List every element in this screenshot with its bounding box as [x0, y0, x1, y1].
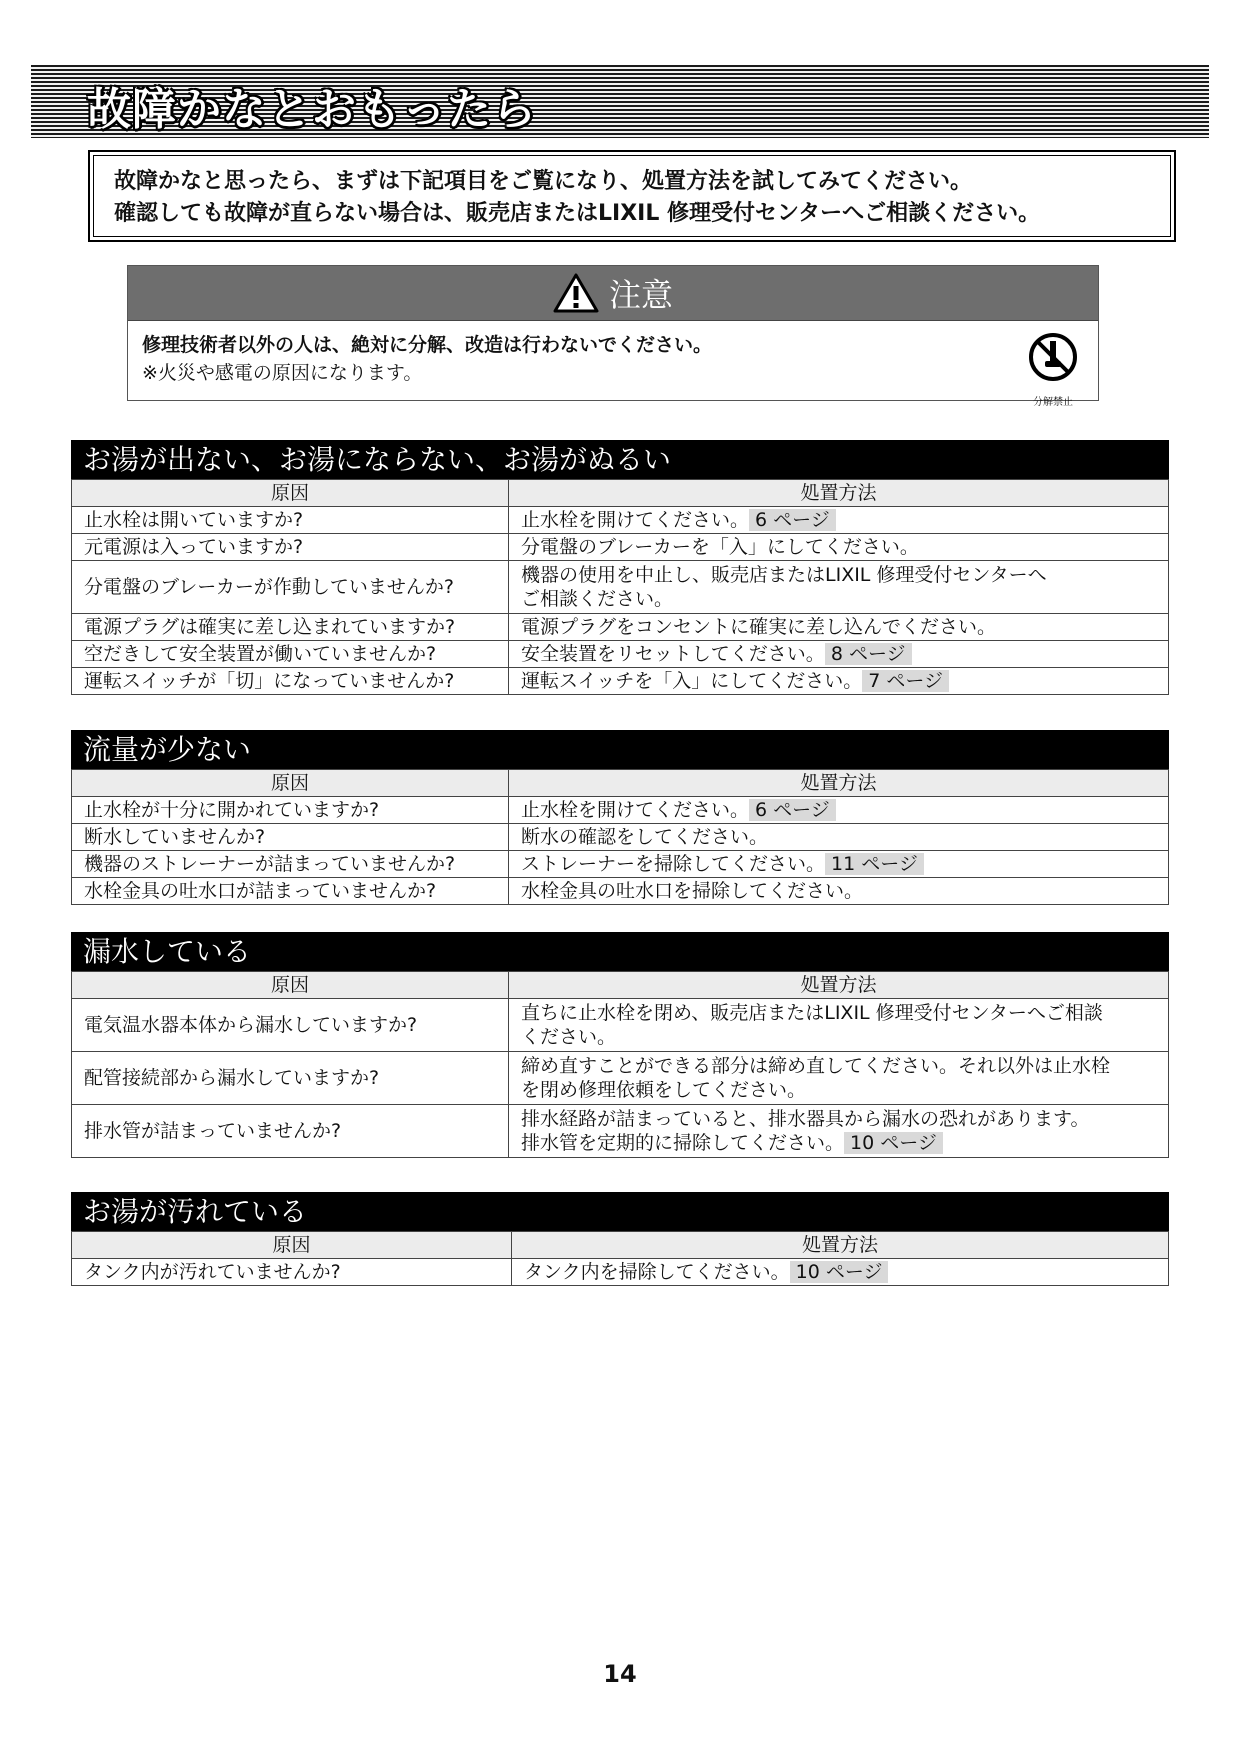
table-row [72, 1052, 1169, 1105]
cause-cell: 電気温水器本体から漏水していますか? [72, 999, 509, 1052]
col-remedy-header: 処置方法 [509, 770, 1169, 797]
troubleshoot-table [71, 971, 1169, 1158]
remedy-text-line2 [521, 1131, 1156, 1155]
cause-cell: 元電源は入っていますか? [72, 534, 509, 561]
table-row [72, 614, 1169, 641]
col-remedy-header: 処置方法 [512, 1232, 1169, 1259]
remedy-cell [509, 1052, 1169, 1105]
remedy-text: 機器の使用を中止し、販売店またはLIXIL 修理受付センターへ [521, 564, 1047, 586]
page-ref: 10 ページ [790, 1261, 889, 1283]
page-ref: 11 ページ [825, 853, 924, 875]
table-row [72, 1259, 1169, 1286]
table-row [72, 824, 1169, 851]
section-title: 流量が少ない [71, 730, 1169, 769]
remedy-cell [512, 1259, 1169, 1286]
intro-box [88, 150, 1176, 242]
cause-cell: 電源プラグは確実に差し込まれていますか? [72, 614, 509, 641]
cause-cell: 分電盤のブレーカーが作動していませんか? [72, 561, 509, 614]
table-row [72, 797, 1169, 824]
intro-line-2: 確認しても故障が直らない場合は、販売店またはLIXIL 修理受付センターへご相談ください。 [114, 201, 1041, 226]
remedy-cell: 分電盤のブレーカーを「入」にしてください。 [509, 534, 1169, 561]
cause-cell: 機器のストレーナーが詰まっていませんか? [72, 851, 509, 878]
cause-cell: 排水管が詰まっていませんか? [72, 1105, 509, 1158]
section-title: お湯が出ない、お湯にならない、お湯がぬるい [71, 440, 1169, 479]
remedy-cell: 電源プラグをコンセントに確実に差し込んでください。 [509, 614, 1169, 641]
remedy-text: 運転スイッチを「入」にしてください。 [521, 670, 863, 692]
cause-cell: 止水栓が十分に開かれていますか? [72, 797, 509, 824]
table-row [72, 668, 1169, 695]
remedy-cell [509, 1105, 1169, 1158]
table-header-row [72, 770, 1169, 797]
section-title: お湯が汚れている [71, 1192, 1169, 1231]
remedy-cell [509, 561, 1169, 614]
remedy-text: 排水管を定期的に掃除してください。 [521, 1132, 845, 1154]
remedy-text: 止水栓を開けてください。 [521, 509, 750, 531]
remedy-cell [509, 797, 1169, 824]
page-number: 14 [603, 1660, 637, 1688]
page-title: 故障かなとおもったら [87, 84, 537, 135]
section-no-hot-water [71, 440, 1169, 695]
section-dirty-water [71, 1192, 1169, 1286]
remedy-text-line2: ください。 [521, 1026, 617, 1048]
caution-box [127, 265, 1099, 408]
intro-line-1: 故障かなと思ったら、まずは下記項目をご覧になり、処置方法を試してみてください。 [114, 169, 973, 194]
no-disassembly-mark [1020, 331, 1086, 417]
page-ref: 8 ページ [825, 643, 912, 665]
remedy-cell [509, 641, 1169, 668]
remedy-text-line2: を閉め修理依頼をしてください。 [521, 1079, 807, 1101]
cause-cell: 空だきして安全装置が働いていませんか? [72, 641, 509, 668]
col-remedy-header: 処置方法 [509, 480, 1169, 507]
section-leak [71, 932, 1169, 1158]
remedy-cell: 水栓金具の吐水口を掃除してください。 [509, 878, 1169, 905]
table-header-row [72, 1232, 1169, 1259]
remedy-text: タンク内を掃除してください。 [524, 1261, 790, 1283]
section-low-flow [71, 730, 1169, 905]
page-ref: 6 ページ [749, 799, 836, 821]
cause-cell: 止水栓は開いていますか? [72, 507, 509, 534]
troubleshoot-table [71, 479, 1169, 695]
no-disassembly-icon [1027, 331, 1079, 383]
col-cause-header: 原因 [72, 770, 509, 797]
table-header-row [72, 480, 1169, 507]
caution-header [128, 266, 1098, 321]
remedy-cell: 断水の確認をしてください。 [509, 824, 1169, 851]
cause-cell: 配管接続部から漏水していますか? [72, 1052, 509, 1105]
remedy-text: 締め直すことができる部分は締め直してください。それ以外は止水栓 [521, 1055, 1111, 1077]
caution-body [128, 321, 1098, 408]
remedy-text: 直ちに止水栓を閉め、販売店またはLIXIL 修理受付センターへご相談 [521, 1002, 1103, 1024]
table-row [72, 534, 1169, 561]
table-row [72, 878, 1169, 905]
intro-inner [93, 155, 1171, 237]
table-row [72, 851, 1169, 878]
caution-main-text: 修理技術者以外の人は、絶対に分解、改造は行わないでください。 [142, 334, 713, 356]
remedy-text: 排水経路が詰まっていると、排水器具から漏水の恐れがあります。 [521, 1108, 1090, 1130]
troubleshoot-table [71, 769, 1169, 905]
col-cause-header: 原因 [72, 480, 509, 507]
no-disassembly-label: 分解禁止 [1033, 397, 1073, 408]
col-cause-header: 原因 [72, 972, 509, 999]
section-title: 漏水している [71, 932, 1169, 971]
col-cause-header: 原因 [72, 1232, 512, 1259]
remedy-text: 安全装置をリセットしてください。 [521, 643, 825, 665]
remedy-cell [509, 668, 1169, 695]
remedy-text: ストレーナーを掃除してください。 [521, 853, 826, 875]
caution-note: ※火災や感電の原因になります。 [142, 362, 423, 384]
remedy-text-line2: ご相談ください。 [521, 588, 674, 610]
header-banner [31, 65, 1209, 138]
table-row [72, 507, 1169, 534]
remedy-text: 止水栓を開けてください。 [521, 799, 750, 821]
remedy-cell [509, 507, 1169, 534]
page-ref: 10 ページ [844, 1132, 943, 1154]
page-ref: 7 ページ [862, 670, 949, 692]
table-row [72, 1105, 1169, 1158]
remedy-cell [509, 999, 1169, 1052]
caution-title: 注意 [608, 276, 673, 314]
col-remedy-header: 処置方法 [509, 972, 1169, 999]
table-header-row [72, 972, 1169, 999]
cause-cell: 水栓金具の吐水口が詰まっていませんか? [72, 878, 509, 905]
cause-cell: タンク内が汚れていませんか? [72, 1259, 512, 1286]
cause-cell: 断水していませんか? [72, 824, 509, 851]
cause-cell: 運転スイッチが「切」になっていませんか? [72, 668, 509, 695]
warning-icon [553, 272, 599, 314]
table-row [72, 641, 1169, 668]
remedy-cell [509, 851, 1169, 878]
troubleshoot-table [71, 1231, 1169, 1286]
table-row [72, 999, 1169, 1052]
table-row [72, 561, 1169, 614]
page-ref: 6 ページ [749, 509, 836, 531]
